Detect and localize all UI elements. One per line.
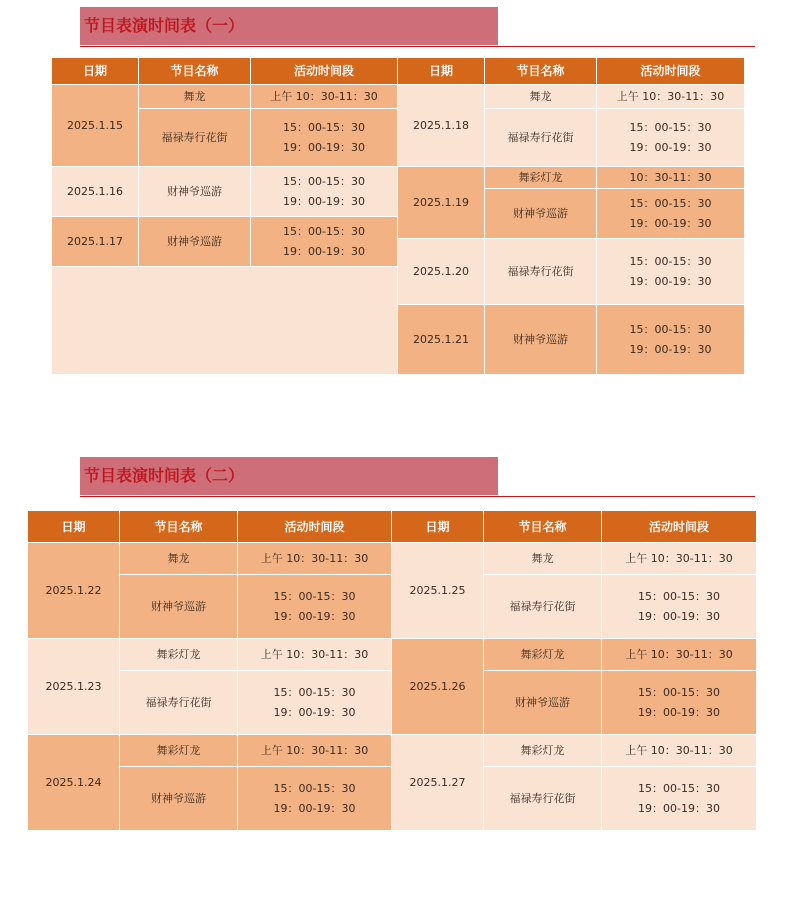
column-header-label: 节目名称 xyxy=(154,519,203,534)
time-slot: 15：00-15：30 xyxy=(283,174,365,188)
program-name: 舞龙 xyxy=(167,551,190,565)
program-cell xyxy=(139,167,251,217)
time-slot: 上午 10：30-11：30 xyxy=(625,551,733,565)
time-slot: 15：00-15：30 xyxy=(273,781,356,795)
schedule-table-1 xyxy=(52,58,745,375)
column-header-label: 日期 xyxy=(82,64,107,78)
program-cell xyxy=(120,575,238,639)
time-slot: 19：00-19：30 xyxy=(273,705,356,719)
section-1-title-rule xyxy=(80,46,755,47)
schedule-table-2 xyxy=(28,511,757,831)
time-slot: 19：00-19：30 xyxy=(638,705,720,719)
program-cell xyxy=(485,85,597,109)
date-label: 2025.1.15 xyxy=(67,118,123,132)
column-header xyxy=(52,58,139,85)
program-name: 福禄寿行花街 xyxy=(507,130,574,144)
program-cell xyxy=(120,543,238,575)
program-name: 财神爷巡游 xyxy=(515,695,570,709)
time-cell xyxy=(238,671,392,735)
section-1-title: 节目表演时间表（一） xyxy=(80,7,498,45)
time-slot: 19：00-19：30 xyxy=(273,609,356,623)
date-cell xyxy=(28,639,120,735)
time-slot: 15：00-15：30 xyxy=(638,589,720,603)
column-header-label: 节目名称 xyxy=(518,519,567,534)
date-cell xyxy=(398,85,485,167)
time-slot: 上午 10：30-11：30 xyxy=(625,743,733,757)
date-label: 2025.1.26 xyxy=(409,679,466,693)
date-label: 2025.1.22 xyxy=(45,583,102,597)
program-cell xyxy=(120,735,238,767)
date-cell xyxy=(52,85,139,167)
time-cell xyxy=(251,167,398,217)
time-cell xyxy=(597,85,745,109)
time-slot: 10：30-11：30 xyxy=(629,170,712,184)
time-cell xyxy=(597,189,745,239)
time-slot: 19：00-19：30 xyxy=(283,140,365,154)
time-cell xyxy=(251,109,398,167)
column-header xyxy=(139,58,251,85)
program-cell xyxy=(485,239,597,305)
time-slot: 上午 10：30-11：30 xyxy=(260,743,369,757)
section-2-title-rule xyxy=(80,496,755,497)
program-cell xyxy=(120,671,238,735)
time-cell xyxy=(602,735,757,767)
time-cell xyxy=(597,109,745,167)
program-name: 福禄寿行花街 xyxy=(509,599,576,613)
program-cell xyxy=(484,671,602,735)
time-cell xyxy=(251,217,398,267)
date-cell xyxy=(398,167,485,239)
column-header-label: 活动时间段 xyxy=(640,64,701,78)
time-cell xyxy=(597,167,745,189)
time-cell xyxy=(238,543,392,575)
program-name: 舞彩灯龙 xyxy=(520,647,565,661)
program-cell xyxy=(484,735,602,767)
column-header xyxy=(238,511,392,543)
date-cell xyxy=(398,305,485,375)
time-slot: 15：00-15：30 xyxy=(273,685,356,699)
column-header-label: 日期 xyxy=(428,64,453,78)
time-slot: 19：00-19：30 xyxy=(629,140,712,154)
time-slot: 19：00-19：30 xyxy=(283,244,365,258)
column-header-label: 活动时间段 xyxy=(293,64,354,78)
program-name: 财神爷巡游 xyxy=(151,791,206,805)
date-label: 2025.1.18 xyxy=(413,118,469,132)
date-cell xyxy=(28,735,120,831)
program-name: 财神爷巡游 xyxy=(513,332,568,346)
time-cell xyxy=(597,239,745,305)
time-slot: 15：00-15：30 xyxy=(638,685,720,699)
program-name: 财神爷巡游 xyxy=(167,234,222,248)
program-name: 财神爷巡游 xyxy=(513,206,568,220)
date-label: 2025.1.21 xyxy=(413,332,469,346)
date-cell xyxy=(28,543,120,639)
program-name: 舞彩灯龙 xyxy=(518,170,563,184)
time-cell xyxy=(238,575,392,639)
column-header xyxy=(392,511,484,543)
time-cell xyxy=(597,305,745,375)
program-cell xyxy=(485,305,597,375)
program-name: 舞彩灯龙 xyxy=(520,743,565,757)
time-slot: 15：00-15：30 xyxy=(629,254,712,268)
column-header-label: 活动时间段 xyxy=(284,519,345,534)
column-header xyxy=(120,511,238,543)
date-label: 2025.1.17 xyxy=(67,234,123,248)
date-label: 2025.1.19 xyxy=(413,195,469,209)
column-header-label: 日期 xyxy=(425,519,450,534)
time-cell xyxy=(251,85,398,109)
program-cell xyxy=(139,217,251,267)
column-header xyxy=(485,58,597,85)
column-header-label: 日期 xyxy=(61,519,86,534)
program-name: 福禄寿行花街 xyxy=(145,695,212,709)
column-header xyxy=(602,511,757,543)
time-slot: 15：00-15：30 xyxy=(283,120,365,134)
program-cell xyxy=(485,109,597,167)
program-name: 福禄寿行花街 xyxy=(509,791,576,805)
time-slot: 上午 10：30-11：30 xyxy=(625,647,733,661)
program-name: 财神爷巡游 xyxy=(167,184,222,198)
column-header-label: 节目名称 xyxy=(170,64,219,78)
time-slot: 19：00-19：30 xyxy=(273,801,356,815)
program-cell xyxy=(484,575,602,639)
time-slot: 19：00-19：30 xyxy=(629,342,712,356)
column-header xyxy=(597,58,745,85)
date-cell xyxy=(392,543,484,639)
date-cell xyxy=(392,735,484,831)
date-label: 2025.1.23 xyxy=(45,679,102,693)
program-cell xyxy=(139,109,251,167)
time-slot: 15：00-15：30 xyxy=(629,196,712,210)
date-cell xyxy=(52,167,139,217)
time-slot: 上午 10：30-11：30 xyxy=(616,89,725,103)
column-header-label: 节目名称 xyxy=(516,64,565,78)
program-cell xyxy=(484,543,602,575)
column-header xyxy=(28,511,120,543)
time-cell xyxy=(602,767,757,831)
time-cell xyxy=(602,575,757,639)
time-cell xyxy=(602,639,757,671)
column-header xyxy=(484,511,602,543)
time-slot: 上午 10：30-11：30 xyxy=(260,647,369,661)
column-header xyxy=(251,58,398,85)
program-cell xyxy=(485,189,597,239)
empty-filler-cell xyxy=(52,267,398,375)
time-cell xyxy=(602,543,757,575)
time-slot: 15：00-15：30 xyxy=(273,589,356,603)
time-cell xyxy=(238,767,392,831)
program-cell xyxy=(484,639,602,671)
program-name: 舞龙 xyxy=(529,89,552,103)
time-cell xyxy=(602,671,757,735)
time-slot: 19：00-19：30 xyxy=(638,609,720,623)
program-name: 舞彩灯龙 xyxy=(156,647,201,661)
column-header-label: 活动时间段 xyxy=(648,519,709,534)
program-name: 舞龙 xyxy=(183,89,206,103)
program-name: 福禄寿行花街 xyxy=(507,264,574,278)
date-cell xyxy=(398,239,485,305)
section-2-title: 节目表演时间表（二） xyxy=(80,457,498,495)
time-slot: 19：00-19：30 xyxy=(629,274,712,288)
time-slot: 上午 10：30-11：30 xyxy=(270,89,378,103)
time-cell xyxy=(238,639,392,671)
program-cell xyxy=(120,639,238,671)
date-label: 2025.1.27 xyxy=(409,775,466,789)
time-slot: 15：00-15：30 xyxy=(629,120,712,134)
date-label: 2025.1.16 xyxy=(67,184,123,198)
program-name: 舞彩灯龙 xyxy=(156,743,201,757)
program-cell xyxy=(484,767,602,831)
time-slot: 15：00-15：30 xyxy=(638,781,720,795)
time-slot: 19：00-19：30 xyxy=(629,216,712,230)
time-cell xyxy=(238,735,392,767)
date-label: 2025.1.25 xyxy=(409,583,466,597)
time-slot: 15：00-15：30 xyxy=(629,322,712,336)
program-cell xyxy=(485,167,597,189)
program-name: 福禄寿行花街 xyxy=(161,130,228,144)
date-label: 2025.1.20 xyxy=(413,264,469,278)
date-cell xyxy=(392,639,484,735)
time-slot: 19：00-19：30 xyxy=(638,801,720,815)
program-cell xyxy=(139,85,251,109)
date-label: 2025.1.24 xyxy=(45,775,102,789)
time-slot: 19：00-19：30 xyxy=(283,194,365,208)
time-slot: 15：00-15：30 xyxy=(283,224,365,238)
time-slot: 上午 10：30-11：30 xyxy=(260,551,369,565)
program-name: 财神爷巡游 xyxy=(151,599,206,613)
date-cell xyxy=(52,217,139,267)
column-header xyxy=(398,58,485,85)
program-cell xyxy=(120,767,238,831)
program-name: 舞龙 xyxy=(531,551,554,565)
